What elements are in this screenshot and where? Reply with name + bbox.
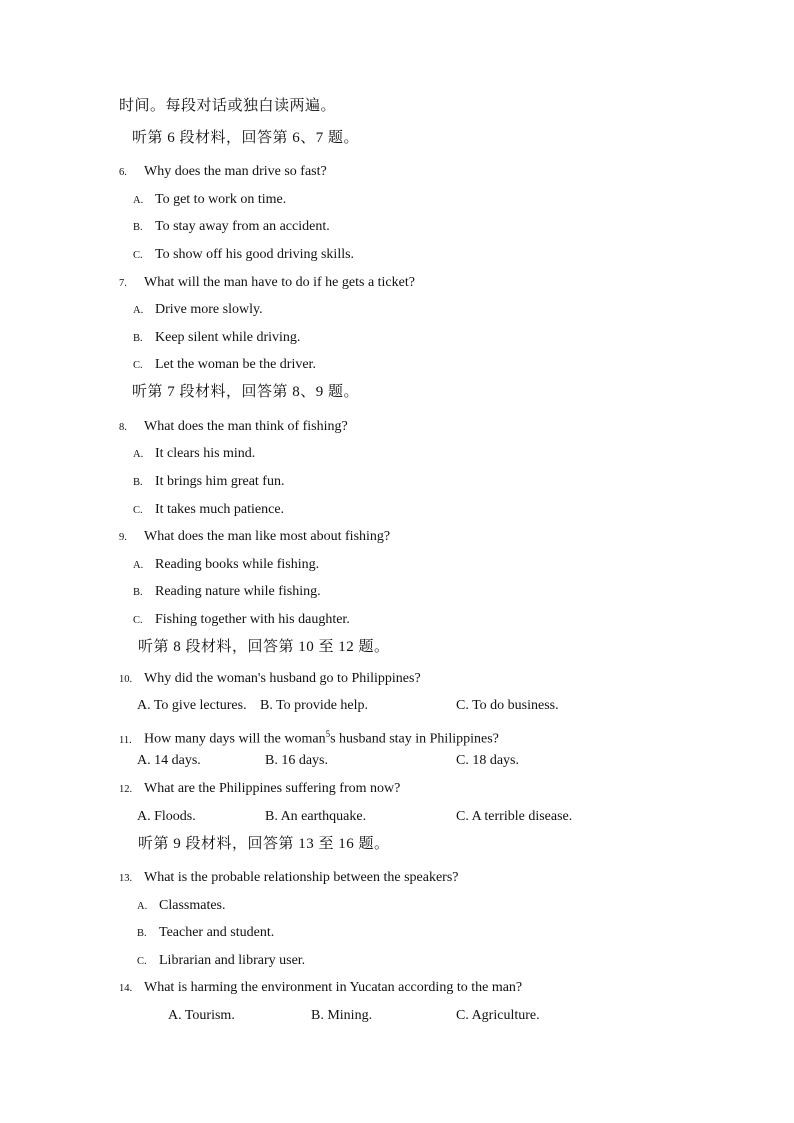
q12-option-a: A. Floods. <box>137 809 196 824</box>
q9-option-c <box>133 611 350 630</box>
q13-option-a <box>137 897 226 916</box>
question-9 <box>119 528 390 547</box>
option-text: Keep silent while driving. <box>155 330 301 345</box>
q11-option-c: C. 18 days. <box>456 753 519 768</box>
q9-option-b <box>133 583 321 602</box>
question-text: What does the man like most about fishing? <box>144 529 391 544</box>
question-number: 9. <box>119 532 127 543</box>
q10-option-b: B. To provide help. <box>260 698 369 713</box>
q11-option-b: B. 16 days. <box>265 753 328 768</box>
option-text: To stay away from an accident. <box>155 219 330 234</box>
question-text: What is harming the environment in Yucatan according to the man? <box>144 980 523 995</box>
section-header-8: 听第 8 段材料，回答第 10 至 12 题。 <box>138 639 390 655</box>
q10-option-c: C. To do business. <box>456 698 559 713</box>
question-12 <box>119 780 400 799</box>
q6-option-c <box>133 246 354 265</box>
question-text: Why does the man drive so fast? <box>144 164 327 179</box>
q13-option-b <box>137 924 274 943</box>
q7-option-a <box>133 301 263 320</box>
question-10 <box>119 670 421 689</box>
option-text: To show off his good driving skills. <box>155 247 355 262</box>
option-letter: B. <box>137 928 147 939</box>
question-number: 14. <box>119 983 133 994</box>
q8-option-a <box>133 445 255 464</box>
option-text: Fishing together with his daughter. <box>155 612 350 627</box>
option-letter: A. <box>133 195 144 206</box>
option-text: Teacher and student. <box>159 925 275 940</box>
question-number: 11. <box>119 734 132 746</box>
q6-option-a <box>133 191 286 210</box>
q9-option-a <box>133 556 319 575</box>
option-letter: B. <box>133 477 143 488</box>
question-text-before: How many days will the woman <box>144 731 326 747</box>
option-letter: A. <box>133 449 144 460</box>
option-text: Drive more slowly. <box>155 302 263 317</box>
question-number: 13. <box>119 873 133 884</box>
q13-option-c <box>137 952 305 971</box>
option-letter: B. <box>133 222 143 233</box>
option-letter: C. <box>133 360 143 371</box>
option-text: Librarian and library user. <box>159 953 306 968</box>
option-text: Classmates. <box>159 898 226 913</box>
q7-option-c <box>133 356 316 375</box>
q14-option-c: C. Agriculture. <box>456 1008 540 1023</box>
option-letter: C. <box>133 505 143 516</box>
option-letter: C. <box>133 250 143 261</box>
q7-option-b <box>133 329 300 348</box>
section-header-9: 听第 9 段材料，回答第 13 至 16 题。 <box>138 836 390 852</box>
question-text: What are the Philippines suffering from now? <box>144 781 401 796</box>
option-text: Reading nature while fishing. <box>155 584 321 599</box>
q11-option-a: A. 14 days. <box>137 753 201 768</box>
question-14 <box>119 979 522 998</box>
question-number: 7. <box>119 278 127 289</box>
option-letter: B. <box>133 333 143 344</box>
question-text: Why did the woman's husband go to Philippines? <box>144 671 421 686</box>
option-text: It brings him great fun. <box>155 474 285 489</box>
question-11 <box>119 725 499 750</box>
q8-option-b <box>133 473 284 492</box>
q8-option-c <box>133 501 284 520</box>
apostrophe-sup: 5 <box>325 729 331 739</box>
question-7 <box>119 274 415 293</box>
option-text: Let the woman be the driver. <box>155 357 316 372</box>
option-letter: B. <box>133 587 143 598</box>
option-text: Reading books while fishing. <box>155 557 320 572</box>
question-text-after: s husband stay in Philippines? <box>330 731 499 747</box>
q10-option-a: A. To give lectures. <box>137 698 247 713</box>
option-letter: C. <box>133 615 143 626</box>
question-text: What is the probable relationship between the speakers? <box>144 870 459 885</box>
question-number: 6. <box>119 167 127 178</box>
section-header-6: 听第 6 段材料，回答第 6、7 题。 <box>132 130 360 146</box>
question-8 <box>119 418 348 437</box>
q12-option-c: C. A terrible disease. <box>456 809 573 824</box>
question-number: 12. <box>119 784 133 795</box>
option-text: To get to work on time. <box>155 192 287 207</box>
q14-option-a: A. Tourism. <box>168 1008 235 1023</box>
question-number: 10. <box>119 674 133 685</box>
question-text: What will the man have to do if he gets a ticket? <box>144 275 415 290</box>
q6-option-b <box>133 218 330 237</box>
option-letter: C. <box>137 956 147 967</box>
question-number: 8. <box>119 422 127 433</box>
question-6 <box>119 163 327 182</box>
question-text: What does the man think of fishing? <box>144 419 348 434</box>
q14-option-b: B. Mining. <box>311 1008 373 1023</box>
q12-option-b: B. An earthquake. <box>265 809 367 824</box>
option-text: It takes much patience. <box>155 502 285 517</box>
option-text: It clears his mind. <box>155 446 256 461</box>
section-header-7: 听第 7 段材料，回答第 8、9 题。 <box>132 384 360 400</box>
option-letter: A. <box>133 305 144 316</box>
question-13 <box>119 869 459 888</box>
option-letter: A. <box>137 901 148 912</box>
option-letter: A. <box>133 560 144 571</box>
intro-tail: 时间。每段对话或独白读两遍。 <box>119 98 337 114</box>
